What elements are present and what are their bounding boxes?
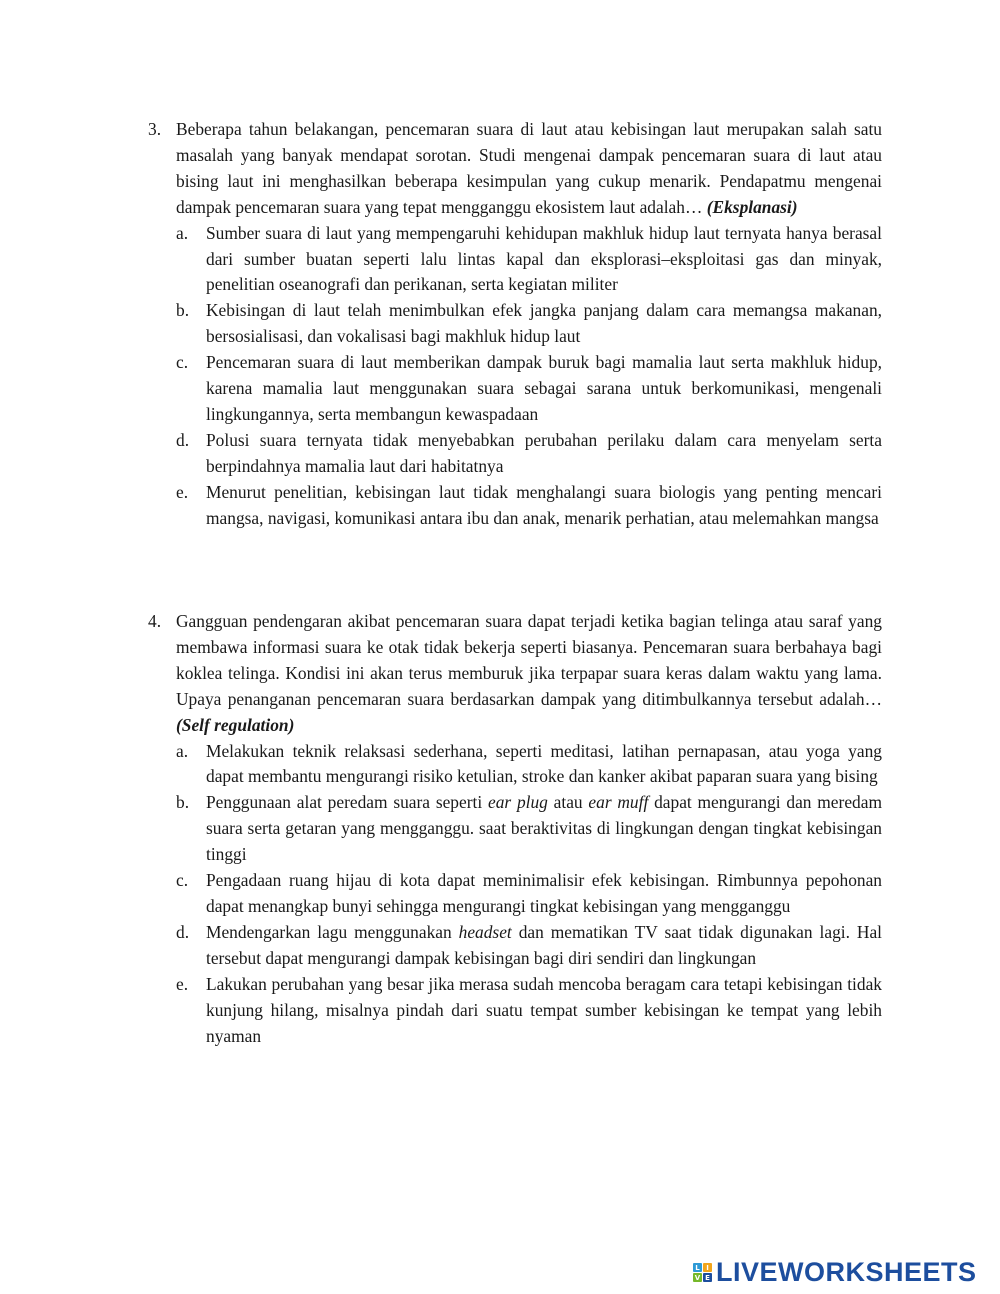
option-text-part: Penggunaan alat peredam suara seperti [206,792,488,813]
option-text: Melakukan teknik relaksasi sederhana, seperti meditasi, latihan pernapasan, atau yoga yang dapat membantu mengurangi risiko ketulian, stroke dan kanker akibat paparan suara yang bising [206,740,882,787]
option-text: Menurut penelitian, kebisingan laut tidak menghalangi suara biologis yang penting mencari mangsa, navigasi, komunikasi antara ibu dan anak, menarik perhatian, atau melemahkan mangsa [206,481,882,528]
option-letter: c. [176,870,189,891]
option-letter: d. [176,921,190,942]
option-letter: e. [176,973,189,994]
option-italic-term: ear plug [487,792,548,813]
option-text: Lakukan perubahan yang besar jika merasa sudah mencoba beragam cara tetapi kebisingan tidak kunjung hilang, misalnya pindah dari suatu tempat sumber kebisingan ke tempat yang lebih nyaman [206,973,882,1046]
option-text: Kebisingan di laut telah menimbulkan efek jangka panjang dalam cara memangsa makanan, bersosialisasi, dan vokalisasi bagi makhluk hidup laut [206,300,882,347]
question-stem [176,117,882,221]
answer-option-d[interactable] [176,428,882,480]
logo-tile-l: L [693,1263,702,1272]
option-text-part: dapat mengurangi dan meredam suara serta getaran yang mengganggu. saat beraktivitas di lingkungan dengan tingkat kebisingan tinggi [206,792,882,865]
answer-option-c[interactable] [176,350,882,428]
option-letter: b. [176,792,190,813]
answer-option-c[interactable] [176,868,882,920]
question-skill-tag: (Eksplanasi) [706,196,798,217]
option-text: Pencemaran suara di laut memberikan dampak buruk bagi mamalia laut serta makhluk hidup, karena mamalia laut menggunakan suara sebagai sarana untuk berkomunikasi, mengenali lingkungannya, serta membangun kewaspadaan [206,352,882,424]
option-letter: d. [176,429,190,450]
question-skill-tag: (Self regulation) [176,714,295,735]
option-text: Polusi suara ternyata tidak menyebabkan perubahan perilaku dalam cara menyelam serta berpindahnya mamalia laut dari habitatnya [206,429,882,476]
logo-tile-e: E [703,1273,712,1282]
logo-tile-i: I [703,1263,712,1272]
answer-option-a[interactable] [176,221,882,299]
option-text-part: dan mematikan TV saat tidak digunakan lagi. Hal tersebut dapat mengurangi dampak kebisingan bagi diri sendiri dan lingkungan [206,921,882,968]
option-letter: e. [176,481,189,502]
option-text: Pengadaan ruang hijau di kota dapat meminimalisir efek kebisingan. Rimbunnya pepohonan dapat menangkap bunyi sehingga mengurangi tingkat kebisingan yang mengganggu [206,870,882,916]
option-text-part: atau [547,792,589,813]
question-3 [148,117,882,532]
option-letter: a. [176,740,189,761]
question-stem-row [148,609,882,739]
option-letter: c. [176,352,189,373]
answer-option-d[interactable] [176,920,882,972]
question-4 [148,609,882,1049]
option-italic-term: ear muff [588,792,649,813]
question-text: Beberapa tahun belakangan, pencemaran suara di laut atau kebisingan laut merupakan salah satu masalah yang banyak mendapat sorotan. Studi mengenai dampak pencemaran suara di laut atau bising laut ini menghasilkan beberapa kesimpulan yang cukup menarik. Pendapatmu mengenai dampak pencemaran suara yang tepat mengganggu ekosistem laut adalah… [176,119,882,217]
option-text [206,790,882,868]
option-letter: a. [176,222,189,243]
brand-name: LIVEWORKSHEETS [716,1257,977,1287]
option-letter: b. [176,300,190,321]
liveworksheets-logo[interactable] [693,1257,977,1288]
answer-option-e[interactable] [176,480,882,532]
answer-option-e[interactable] [176,972,882,1050]
logo-mark-icon [693,1263,712,1282]
option-italic-term: headset [458,921,512,942]
question-stem-row [148,117,882,221]
question-number: 4. [148,611,162,631]
logo-tile-v: V [694,1273,701,1282]
question-stem [176,609,882,739]
question-number: 3. [148,119,162,139]
answer-option-a[interactable] [176,739,882,791]
answer-option-b[interactable] [176,298,882,350]
answer-option-b[interactable] [176,790,882,868]
option-text-part: Mendengarkan lagu menggunakan [206,921,459,942]
option-text: Sumber suara di laut yang mempengaruhi kehidupan makhluk hidup laut ternyata hanya berasal dari sumber buatan seperti lalu lintas kapal dan eksplorasi–eksploitasi gas dan minyak, penelitian oseanografi dan perikanan, serta kegiatan militer [206,222,882,295]
option-text [206,920,882,972]
question-text: Gangguan pendengaran akibat pencemaran suara dapat terjadi ketika bagian telinga atau saraf yang membawa informasi suara ke otak tidak bekerja seperti biasanya. Pencemaran suara berbahaya bagi koklea telinga. Kondisi ini akan terus memburuk jika terpapar suara keras dalam waktu yang lama. Upaya penanganan pencemaran suara berdasarkan dampak yang ditimbulkannya tersebut adalah… [176,611,882,709]
